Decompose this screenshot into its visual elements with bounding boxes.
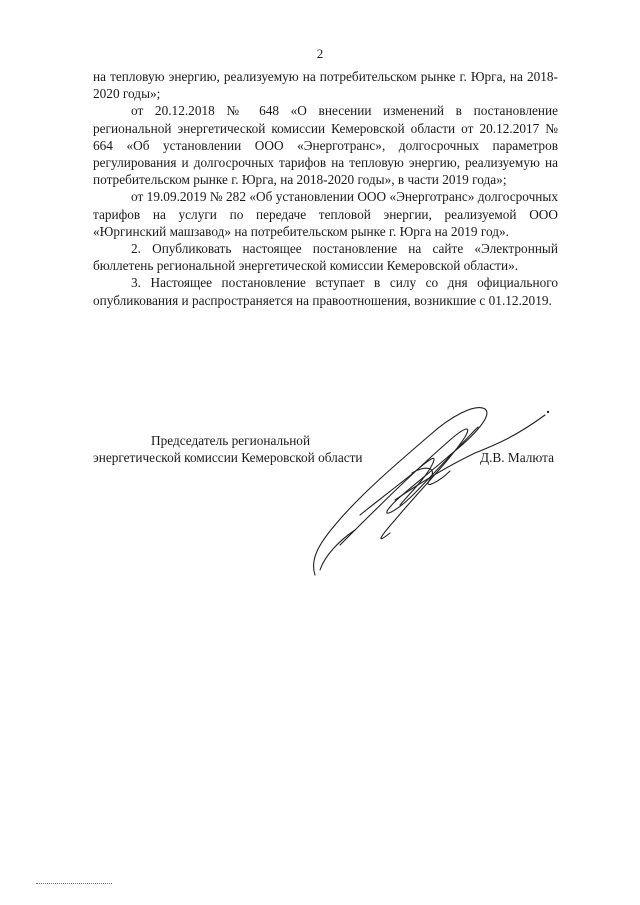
paragraph-resolution-282: от 19.09.2019 № 282 «Об установлении ООО «Энерготранс» долгосрочных тарифов на услуги по передаче тепловой энергии, реализуемой ООО «Юргинский машзавод» на потребительском рынке г. Юрга на 2019 год». bbox=[93, 189, 558, 239]
handwritten-signature bbox=[300, 395, 560, 585]
page-number: 2 bbox=[316, 46, 324, 61]
signatory-name: Д.В. Малюта bbox=[480, 450, 555, 465]
signatory-title-line1: Председатель региональной bbox=[151, 433, 311, 448]
signatory-title-line2: энергетической комиссии Кемеровской области bbox=[93, 450, 363, 465]
paragraph-effective: 3. Настоящее постановление вступает в силу со дня официального опубликования и распространяется на правоотношения, возникшие с 01.12.2019. bbox=[93, 275, 558, 308]
paragraph-continuation: на тепловую энергию, реализуемую на потребительском рынке г. Юрга, на 2018-2020 годы»; bbox=[93, 69, 558, 102]
paragraph-publish: 2. Опубликовать настоящее постановление на сайте «Электронный бюллетень региональной энергетической комиссии Кемеровской области». bbox=[93, 241, 558, 274]
footer-divider bbox=[36, 883, 112, 884]
signature-dot bbox=[547, 411, 549, 413]
paragraph-amendment-648: от 20.12.2018 № 648 «О внесении изменений в постановление региональной энергетической комиссии Кемеровской области от 20.12.2017 № 664 «Об установлении ООО «Энерготранс», долгосрочных параметров регулирования и долгосрочных тарифов на тепловую энергию, реализуемую на потребительском рынке г. Юрга, на 2018-2020 годы», в части 2019 года»; bbox=[93, 103, 558, 188]
document-body bbox=[93, 68, 558, 309]
